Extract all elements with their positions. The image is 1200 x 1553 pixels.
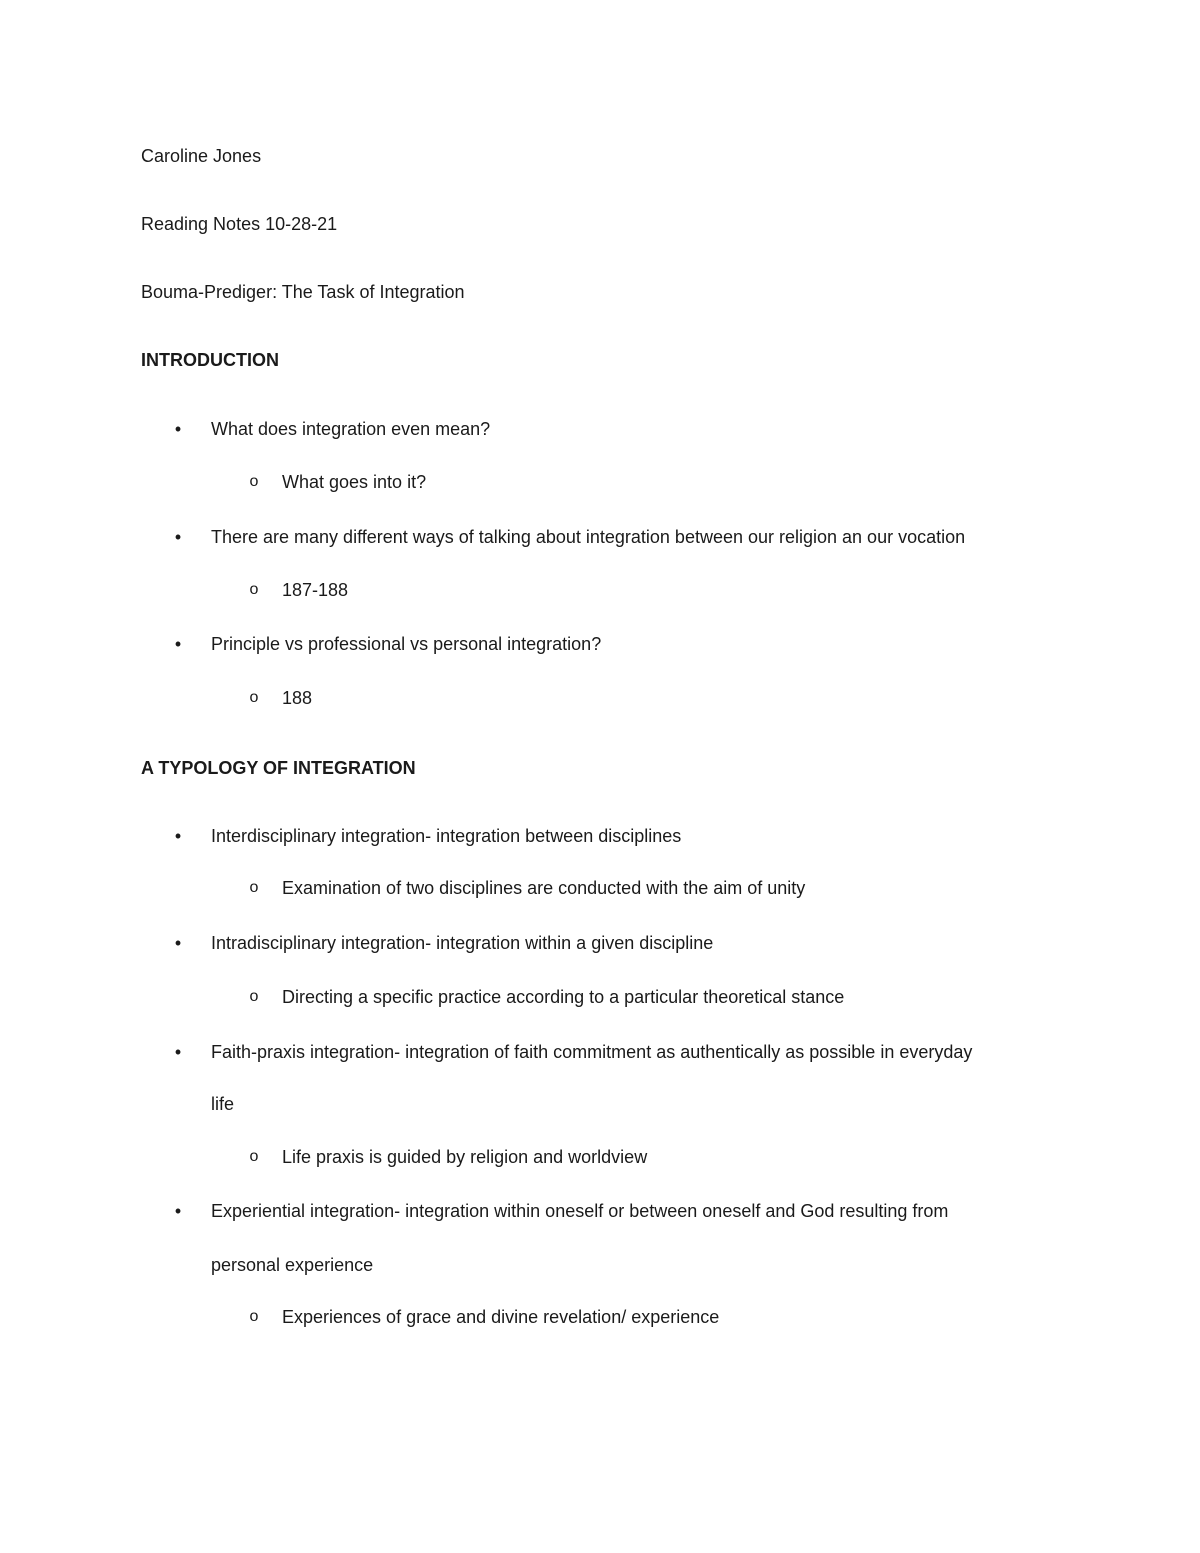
sub-list-item (0, 986, 1200, 1008)
list-item-text: Intradisciplinary integration- integration within a given discipline (211, 933, 714, 953)
sub-bullet-icon: o (249, 879, 259, 896)
list-item-continuation: life (211, 1094, 235, 1114)
list-item (0, 418, 1200, 440)
list-item-continuation: personal experience (211, 1255, 374, 1275)
bullet-icon: • (174, 419, 182, 439)
sub-bullet-icon: o (249, 689, 259, 706)
sub-list-item (0, 471, 1200, 493)
sub-list-item-text: Life praxis is guided by religion and worldview (282, 1147, 648, 1167)
sub-bullet-icon: o (249, 1148, 259, 1165)
list-item-text: Principle vs professional vs personal integration? (211, 634, 602, 654)
sub-bullet-icon: o (249, 581, 259, 598)
list-item-text: There are many different ways of talking about integration between our religion an our vocation (211, 527, 966, 547)
list-item (0, 633, 1200, 655)
sub-list-item-text: 187-188 (282, 580, 349, 600)
sub-bullet-icon: o (249, 988, 259, 1005)
bullet-icon: • (174, 1201, 182, 1221)
sub-list-item-text: What goes into it? (282, 472, 427, 492)
list-item-text: What does integration even mean? (211, 419, 491, 439)
bullet-icon: • (174, 1042, 182, 1062)
sub-list-item-text: 188 (282, 688, 313, 708)
sub-list-item-text: Directing a specific practice according to a particular theoretical stance (282, 987, 845, 1007)
sub-list-item (0, 1146, 1200, 1168)
list-item-text: Interdisciplinary integration- integration between disciplines (211, 826, 682, 846)
bullet-icon: • (174, 527, 182, 547)
bullet-icon: • (174, 933, 182, 953)
sub-list-item (0, 579, 1200, 601)
list-item (0, 526, 1200, 548)
list-item (0, 1041, 1200, 1063)
sub-list-item-text: Experiences of grace and divine revelation/ experience (282, 1307, 720, 1327)
list-item-text: Experiential integration- integration within oneself or between oneself and God resulting from (211, 1201, 949, 1221)
sub-list-item (0, 687, 1200, 709)
section-heading-typology: A TYPOLOGY OF INTEGRATION (141, 758, 416, 778)
source-title: Bouma-Prediger: The Task of Integration (141, 282, 465, 302)
date-line: Reading Notes 10-28-21 (141, 214, 338, 234)
sub-list-item-text: Examination of two disciplines are conducted with the aim of unity (282, 878, 806, 898)
sub-bullet-icon: o (249, 473, 259, 490)
sub-list-item (0, 877, 1200, 899)
list-item (0, 1200, 1200, 1222)
list-item (0, 825, 1200, 847)
list-item (0, 932, 1200, 954)
bullet-icon: • (174, 826, 182, 846)
bullet-icon: • (174, 634, 182, 654)
sub-list-item (0, 1306, 1200, 1328)
author-name: Caroline Jones (141, 146, 262, 166)
section-heading-introduction: INTRODUCTION (141, 350, 279, 370)
list-item-text: Faith-praxis integration- integration of faith commitment as authentically as possible in everyday (211, 1042, 973, 1062)
sub-bullet-icon: o (249, 1308, 259, 1325)
